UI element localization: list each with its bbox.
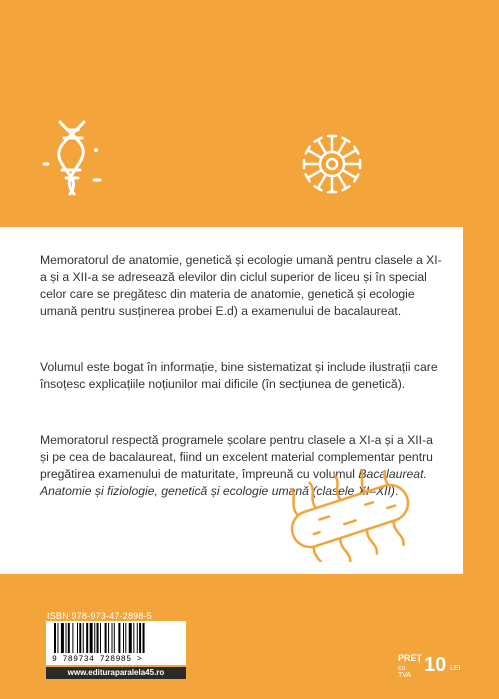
referenced-book-title: Bacalaureat. Anatomie și fiziologie, genetică și ecologie umană (clasele XI–XII) bbox=[40, 467, 427, 498]
barcode-digits: 9 789734 728985 > bbox=[52, 655, 143, 664]
price-tva-note: cu TVA bbox=[398, 665, 412, 679]
barcode bbox=[46, 621, 186, 665]
price-label: PREȚ bbox=[398, 653, 423, 663]
dna-icon bbox=[40, 118, 110, 196]
publisher-website: www.edituraparalela45.ro bbox=[46, 667, 186, 679]
price-currency: LEI bbox=[450, 665, 461, 672]
barcode-bars bbox=[52, 623, 180, 655]
isbn-label: ISBN 978-973-47-2898-5 bbox=[47, 611, 152, 621]
description-paragraph-3-start: Memoratorul respectă programele școlare pentru clasele a XI-a și a XII-a și pe cea de bacalaureat, fiind un excelent material complementar pentru pregătirea examenului de maturitate, împreună cu volumul bbox=[40, 433, 433, 481]
price-value: 10 bbox=[424, 654, 447, 676]
description-paragraph-1: Memoratorul de anatomie, genetică și ecologie umană pentru clasele a XI-a și a XII-a se adresează elevilor din ciclul superior de liceu și în special celor care se pregătesc din materia de anatomie, genetică și ecologie umană pentru susținerea probei E.d) a examenului de bacalaureat. bbox=[40, 253, 442, 318]
description-paragraph-2: Volumul este bogat în informație, bine sistematizat și include ilustrații care însoțesc explicațiile noțiunilor mai dificile (în secțiunea de genetică). bbox=[40, 360, 438, 391]
bacterium-icon bbox=[250, 470, 450, 562]
description-paragraph-3-end: . bbox=[394, 484, 399, 498]
virus-icon bbox=[290, 122, 374, 206]
